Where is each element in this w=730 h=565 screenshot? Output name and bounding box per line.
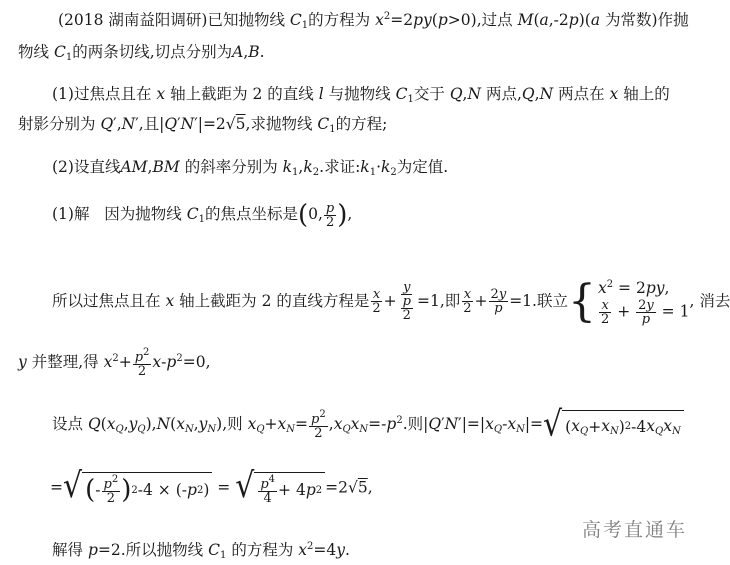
solution-step-1: (1)解 因为抛物线 $C_1$的焦点坐标是(0, $\frac{p}{2}$ ), (52, 200, 353, 230)
problem-line-1: (2018 湖南益阳调研)已知抛物线 $C_1$的方程为 $x^2=2py(p>0)$,过点 M(a,-2p)(a 为常数)作抛 (58, 11, 689, 31)
solution-step-5: = √ ( - $\frac{p^2}{2}$ ) 2 -4 × (- p 2 ) = √ $\frac{p^4}{4}$ + 4 p 2 =2√5, (50, 466, 373, 507)
question-1-line-1: (1)过焦点且在 x 轴上截距为 2 的直线 l 与抛物线 $C_1$交于 Q,N 两点,Q,N 两点在 x 轴上的 (52, 85, 670, 105)
problem-intro: (2018 湖南益阳调研)已知抛物线 (58, 11, 285, 29)
solution-step-3: y 并整理,得 $x^2+$ $\frac{p^2}{2}$ $x-p^2=0$, (18, 347, 211, 379)
solution-step-4: 设点 $Q(x_Q,y_Q),N(x_N,y_N)$,则 $x_Q+x_N=$ $\frac{p^2}{2}$ $,x_Qx_N=-p^2$.则$|Q'N'|=|x_Q-x_N|=$ √ ( $x_Q$ + $x_N$ ) 2 -4 $x_Qx_N$ (52, 410, 684, 440)
watermark-text: 高考直通车 (581, 520, 687, 541)
solution-step-2: 所以过焦点且在 x 轴上截距为 2 的直线方程是 $\frac{x}{2}$ + $\frac{y}{\frac{p}{2}}$ =1,即 $\frac{x}{2}$ + $\frac{2y}{p}$ =1.联立{ $x^2 = 2py$, $\frac{x}{2}$ + $\frac{2y}{p}$ = 1 , 消去 (52, 275, 730, 327)
solution-step-6: 解得 p=2.所以抛物线 $C_1$ 的方程为 $x^2=4y$. (52, 541, 350, 561)
question-2: (2)设直线AM,BM 的斜率分别为 $k_1,k_2$.求证$:k_1\cdot k_2$为定值. (52, 158, 449, 178)
question-1-line-2: 射影分别为 Q′,N′,且|Q′N′|=2√5,求抛物线 $C_1$的方程; (18, 115, 388, 135)
problem-line-2: 物线 $C_1$的两条切线,切点分别为A,B. (18, 43, 265, 63)
